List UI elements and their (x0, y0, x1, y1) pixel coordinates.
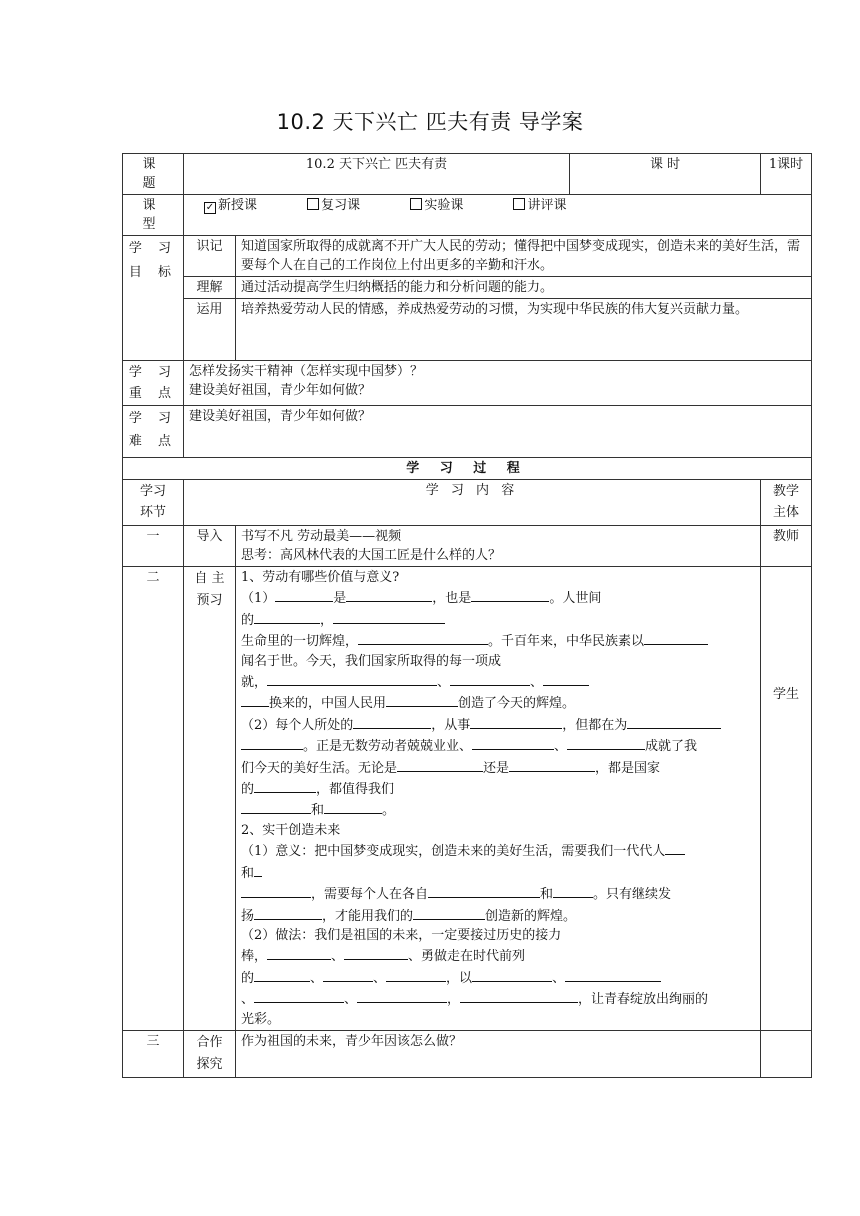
checkbox-icon (513, 198, 525, 210)
blank-field[interactable] (644, 630, 708, 645)
goal-text: 通过活动提高学生归纳概括的能力和分析问题的能力。 (236, 277, 812, 299)
self-study-content: 1、劳动有哪些价值与意义? （1） 是 ，也是 。人世间 的 ， 生命里的一切辉煌， 。千百年来，中华民族素以 闻名于世。今天，我们国家所取得的每一项成 就， 、 、 换来的，中国人民用 创造了今天的辉煌。 （2）每个人所处的 ，从事 ，但都在为 。正是无数劳动者兢兢业业、 、 成就了我 们今天的美好生活。无论是 还是 ，都是国家 的 ，都值得我们 和 。 2、实干创造未来 （1）意义：把中国梦变成现实，创造未来的美好生活，需要我们一代代人 和 ，需要每个人在各自 和 。只有继续发 扬 ，才能用我们的 创造新的辉煌。 （2）做法：我们是祖国的未来，一定要接过历史的接力 棒， 、 、勇做走在时代前列 的 、 、 ，以 、 、 、 ， ，让青春绽放出绚丽的 光彩。 (236, 567, 761, 1031)
blank-field[interactable] (509, 757, 595, 772)
blank-field[interactable] (460, 988, 578, 1003)
hours-label: 课 时 (570, 154, 761, 195)
blank-field[interactable] (665, 840, 685, 855)
goal-sub-label: 识记 (184, 236, 236, 277)
blank-field[interactable] (241, 735, 303, 750)
blank-field[interactable] (254, 778, 316, 793)
col-content: 学 习 内 容 (184, 480, 761, 526)
stage-number: 一 (123, 526, 184, 567)
difficulties-label: 学 习 难 点 (123, 406, 184, 458)
blank-field[interactable] (344, 945, 408, 960)
blank-field[interactable] (565, 967, 661, 982)
blank-field[interactable] (254, 905, 322, 920)
course-value: 10.2 天下兴亡 匹夫有责 (184, 154, 570, 195)
blank-field[interactable] (358, 630, 488, 645)
lesson-plan-table (122, 153, 812, 1078)
blank-field[interactable] (275, 587, 333, 602)
blank-field[interactable] (397, 757, 483, 772)
blank-field[interactable] (241, 692, 269, 707)
stage-content: 书写不凡 劳动最美——视频 思考：高风林代表的大国工匠是什么样的人？ (236, 526, 761, 567)
option-new[interactable]: ✓ 新授课 (205, 198, 258, 213)
blank-field[interactable] (333, 609, 445, 624)
blank-field[interactable] (254, 967, 310, 982)
lesson-type-options (184, 195, 812, 236)
option-experiment[interactable]: 实验课 (410, 198, 463, 213)
blank-field[interactable] (323, 967, 373, 982)
checked-checkbox-icon: ✓ (205, 202, 215, 213)
blank-field[interactable] (450, 671, 530, 686)
blank-field[interactable] (254, 609, 320, 624)
stage-number: 二 (123, 567, 184, 1031)
blank-field[interactable] (428, 883, 540, 898)
blank-field[interactable] (472, 735, 554, 750)
stage-name: 自 主 预习 (184, 567, 236, 1031)
stage-subject: 教师 (761, 526, 812, 567)
blank-field[interactable] (357, 988, 447, 1003)
stage-subject: 学生 (761, 567, 812, 1031)
blank-field[interactable] (543, 671, 589, 686)
blank-field[interactable] (472, 967, 552, 982)
goals-label: 学 习 目 标 (123, 236, 184, 361)
process-heading: 学 习 过 程 (123, 458, 812, 480)
blank-field[interactable] (567, 735, 645, 750)
option-review[interactable]: 复习课 (307, 198, 360, 213)
goal-sub-label: 运用 (184, 299, 236, 361)
hours-value: 1课时 (761, 154, 812, 195)
course-label: 课 题 (123, 154, 184, 195)
blank-field[interactable] (386, 692, 458, 707)
goal-sub-label: 理解 (184, 277, 236, 299)
checkbox-icon (307, 198, 319, 210)
blank-field[interactable] (627, 714, 721, 729)
blank-field[interactable] (471, 587, 549, 602)
col-stage: 学习环节 (123, 480, 184, 526)
blank-field[interactable] (470, 714, 562, 729)
difficulties-text: 建设美好祖国，青少年如何做？ (184, 406, 812, 458)
page-title: 10.2 天下兴亡 匹夫有责 导学案 (276, 110, 584, 134)
blank-field[interactable] (241, 883, 311, 898)
blank-field[interactable] (386, 967, 446, 982)
blank-field[interactable] (353, 714, 431, 729)
stage-subject (761, 1030, 812, 1077)
key-points: 怎样发扬实干精神（怎样实现中国梦）？ 建设美好祖国，青少年如何做？ (184, 361, 812, 406)
stage-number: 三 (123, 1030, 184, 1077)
col-subject: 教学主体 (761, 480, 812, 526)
blank-field[interactable] (267, 945, 331, 960)
goal-text: 知道国家所取得的成就离不开广大人民的劳动；懂得把中国梦变成现实，创造未来的美好生活，需要每个人在自己的工作岗位上付出更多的辛勤和汗水。 (236, 236, 812, 277)
option-commentary[interactable]: 讲评课 (513, 198, 566, 213)
key-points-label: 学 习 重 点 (123, 361, 184, 406)
blank-field[interactable] (254, 862, 262, 877)
blank-field[interactable] (553, 883, 593, 898)
stage-name: 合作探究 (184, 1030, 236, 1077)
type-label: 课 型 (123, 195, 184, 236)
blank-field[interactable] (254, 988, 344, 1003)
stage-name: 导入 (184, 526, 236, 567)
checkbox-icon (410, 198, 422, 210)
blank-field[interactable] (413, 905, 485, 920)
blank-field[interactable] (241, 799, 311, 814)
blank-field[interactable] (267, 671, 437, 686)
blank-field[interactable] (324, 799, 382, 814)
stage-content: 作为祖国的未来，青少年因该怎么做？ (236, 1030, 761, 1077)
blank-field[interactable] (346, 587, 432, 602)
goal-text: 培养热爱劳动人民的情感，养成热爱劳动的习惯，为实现中华民族的伟大复兴贡献力量。 (236, 299, 812, 361)
